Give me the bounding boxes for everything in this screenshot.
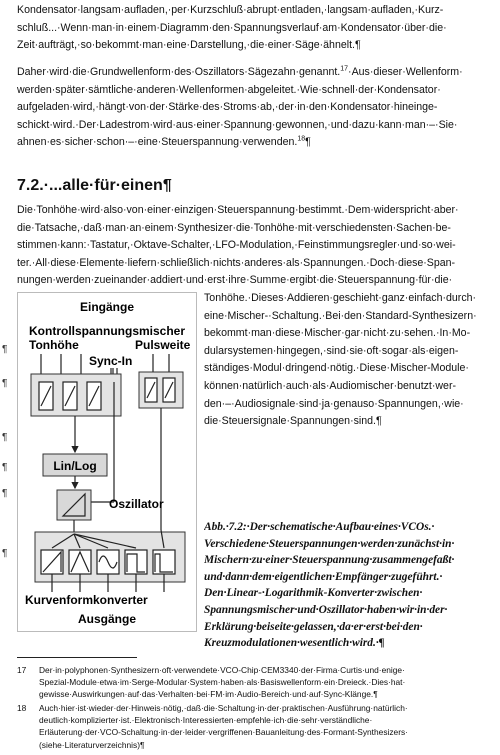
paragraph-line: bekommt·man·diese·Mischer·gar·nicht·zu·sehen.·In·Mo- (204, 327, 471, 340)
paragraph-line: eine·Mischer-·Schaltung.·Bei·den·Standard-Synthesizern· (204, 309, 477, 322)
caption-line: Den·Linear-·Logarithmik-Konverter·zwischen· (204, 587, 423, 600)
caption-line: Kreuzmodulationen·wesentlich·wird.·¶ (204, 637, 385, 650)
margin-pilcrow: ¶ (2, 344, 8, 355)
footnote-line: deutlich·komplizierter·ist.·Elektronisch·Interessierten·empfehle·ich·die·sehr·verständliche· (39, 715, 373, 726)
footnote-line: Auch·hier·ist·wieder·der·Hinweis·nötig,·daß·die·Schaltung·in·der·praktischen·Ausführung·natürlich· (39, 703, 408, 713)
margin-pilcrow: ¶ (2, 462, 8, 473)
footnote-number: 17 (17, 665, 27, 675)
label-oszillator: Oszillator (109, 497, 164, 511)
paragraph-line: Die·Tonhöhe·wird·also·von·einer·einzigen·Steuerspannung·bestimmt.·Dem·widerspricht·aber· (17, 204, 459, 216)
paragraph-2 (17, 64, 489, 152)
margin-pilcrow: ¶ (2, 432, 8, 443)
paragraph-line: die·Tatsache,·daß·man·an·einem·Synthesizer·die·Tonhöhe·mit·verschiedensten·Sachen·be- (17, 221, 451, 234)
paragraph-line: dularsystemen·hingegen,·sind·sie·oft·sogar·als·eigen- (204, 344, 459, 357)
margin-pilcrow: ¶ (2, 548, 8, 559)
footnote-line: Erläuterung·der·VCO-Schaltung·in·der·leider·vergriffenen·Bauanleitung·des·Formant-Synthesizers· (39, 727, 408, 738)
margin-pilcrow: ¶ (2, 488, 8, 499)
caption-line: Mischern·zu·einer·Steuerspannung·zusammengefaßt· (204, 554, 455, 567)
label-kurvenformkonverter: Kurvenformkonverter (25, 593, 148, 607)
paragraph-line: den·–·Audiosignale·sind·ja·genauso·Spannungen,·wie· (204, 397, 464, 410)
label-linlog: Lin/Log (53, 459, 97, 473)
label-pulsweite: Pulsweite (135, 338, 191, 352)
label-ausgaenge: Ausgänge (77, 612, 137, 626)
paragraph-line: ständiges·Modul·dringend·nötig.·Diese·Mischer-Module· (204, 362, 469, 375)
paragraph-line: Kondensator·langsam·aufladen,·per·Kurzschluß·abrupt·entladen,·langsam·aufladen,·Kurz- (17, 4, 444, 16)
footnote-line: Spezial-Module·etwa·im·Serge-Modular·System·haben·als·Basiswellenform·ein·Dreieck.·Dies·hat· (39, 677, 406, 688)
paragraph-1 (17, 2, 489, 55)
caption-line: und·dann·dem·eigentlichen·Empfänger·zugeführt.· (204, 570, 443, 583)
label-mischer: Kontrollspannungsmischer (29, 324, 186, 338)
footnote-line: (siehe·Literaturverzeichnis)¶ (39, 739, 145, 750)
footnote-17 (17, 664, 493, 702)
paragraph-line: stimmen·kann:·Tastatur,·Oktave-Schalter,·LFO-Modulation,·Feinstimmungsregler·und·so·wei- (17, 239, 456, 252)
caption-line: Abb.·7.2:·Der·schematische·Aufbau·eines·VCOs.· (204, 521, 435, 533)
vco-diagram (17, 292, 197, 632)
label-sync-in: Sync-In (89, 354, 133, 368)
paragraph-line: werden·später·sämtliche·anderen·Wellenformen·abgeleitet.·Wie·schnell·der·Kondensator· (17, 83, 441, 96)
caption-line: Erklärung·beiseite·gelassen,·da·er·erst·bei·den· (204, 620, 423, 633)
margin-pilcrow: ¶ (2, 378, 8, 389)
label-eingaenge: Eingänge (79, 300, 135, 314)
footnote-number: 18 (17, 703, 27, 713)
caption-line: Verschiedene·Steuerspannungen·werden·zunächst·in· (204, 537, 455, 550)
figure-caption (204, 519, 494, 652)
wrapped-paragraph (204, 290, 492, 431)
paragraph-3 (17, 202, 489, 290)
paragraph-line: schickt·wird.·Der·Ladestrom·wird·aus·einer·Spannung·gewonnen,·und·dazu·kann·man·–·Sie· (17, 118, 458, 131)
paragraph-line: können·natürlich·auch·als·Audiomischer·benutzt·wer- (204, 379, 457, 392)
caption-line: Spannungsmischer·und·Oszillator·haben·wir·in·der· (204, 603, 448, 616)
paragraph-line: schluß...·Wenn·man·in·einem·Diagramm·den·Spannungsverlauf·am·Kondensator·über·die· (17, 21, 447, 34)
footnote-separator (17, 657, 137, 658)
footnote-ref[interactable]: 17 (340, 65, 349, 73)
label-tonhoehe: Tonhöhe (29, 338, 79, 352)
paragraph-line: nungen·werden·zueinander·addiert·und·erst·ihre·Summe·ergibt·die·Steuerspannung·für·die· (17, 274, 453, 287)
paragraph-line: Zeit·aufträgt,·so·bekommt·man·eine·Darstellung,·die·einer·Säge·ähnelt.¶ (17, 39, 361, 52)
paragraph-line: ahnen·es·sicher·schon·–·eine·Steuerspannung·verwenden.$^{18}$¶ (17, 135, 311, 149)
section-heading: 7.2.·...alle·für·einen¶ (17, 177, 172, 194)
footnote-line: gewisse·Auswirkungen·auf·das·Verhalten·bei·FM·im·Audio-Bereich·und·auf·Sync-Klänge.¶ (39, 689, 378, 700)
footnote-line: Der·in·polyphonen·Synthesizern·oft·verwendete·VCO-Chip·CEM3340·der·Firma·Curtis·und·enige· (39, 665, 405, 675)
paragraph-line: Tonhöhe.·Dieses·Addieren·geschieht·ganz·einfach·durch· (204, 292, 477, 304)
footnote-ref[interactable]: 18 (297, 135, 306, 143)
paragraph-line: aufgeladen·wird,·hängt·von·der·Stärke·des·Stroms·ab,·der·in·den·Kondensator·hineinge- (17, 101, 438, 114)
paragraph-line: die·Steuersignale·Spannungen·sind.¶ (204, 415, 382, 428)
paragraph-line: ter.·All·diese·Elemente·liefern·schließlich·nichts·anderes·als·Spannungen.·Doch·diese·Span- (17, 256, 456, 269)
paragraph-line: Daher·wird·die·Grundwellenform·des·Oszillators·Sägezahn·genannt.$^{17}$·Aus·dieser·Wellenform· (17, 65, 463, 78)
footnote-18 (17, 702, 493, 754)
